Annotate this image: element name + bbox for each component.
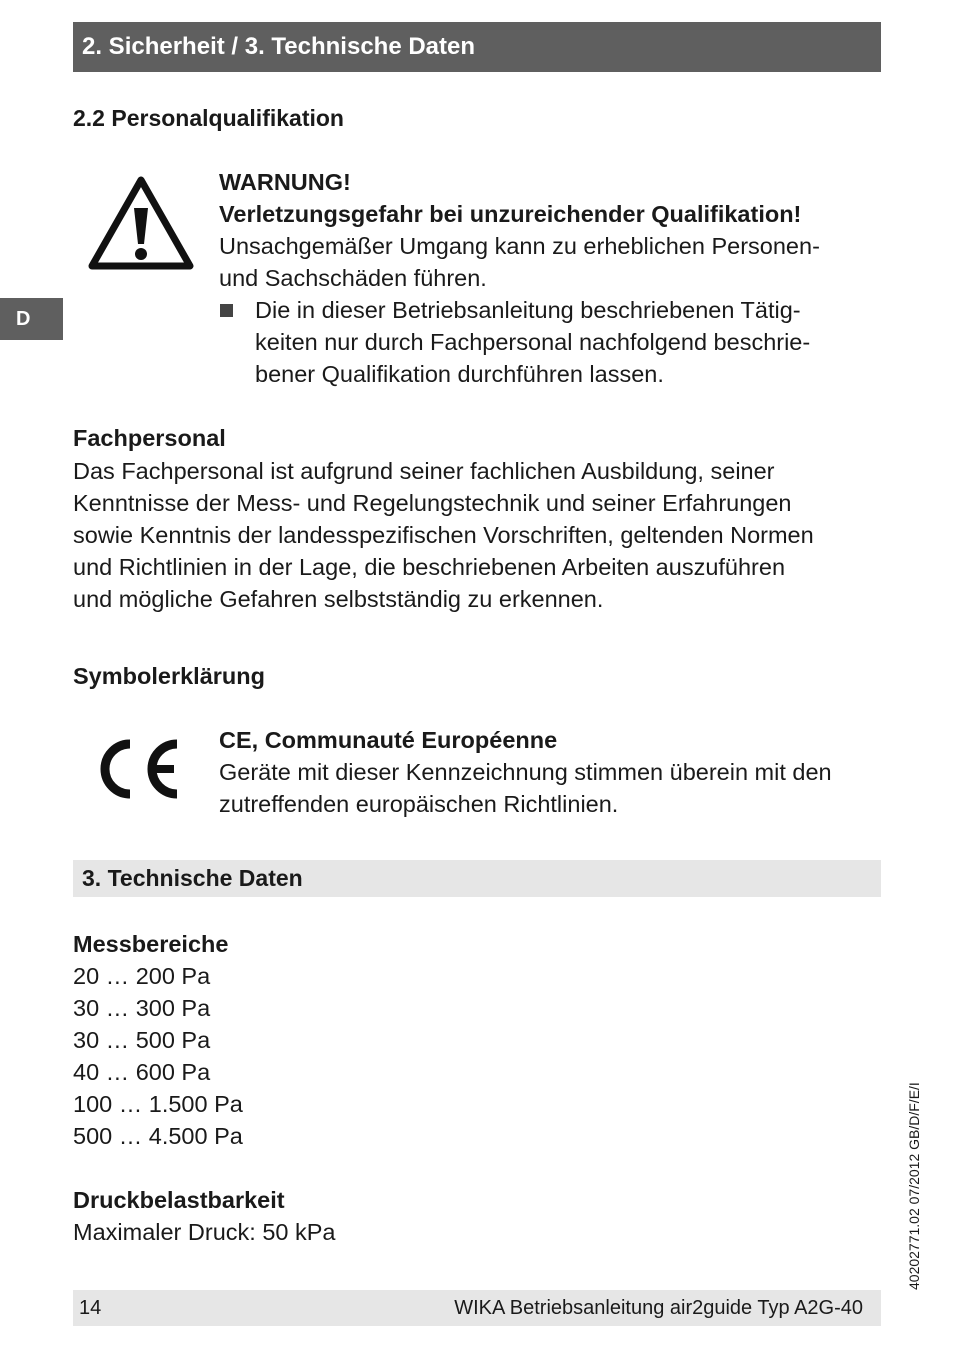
language-tab: D: [0, 298, 63, 340]
druckbelastbarkeit-heading: Druckbelastbarkeit: [73, 1187, 285, 1213]
ce-mark-icon: [92, 734, 184, 804]
messbereiche-list: [73, 960, 243, 1152]
warning-bullet-line: keiten nur durch Fachpersonal nachfolgend beschrie-: [255, 329, 811, 355]
fachpersonal-line: Kenntnisse der Mess- und Regelungstechnik und seiner Erfahrungen: [73, 490, 792, 516]
fachpersonal-line: sowie Kenntnis der landesspezifischen Vorschriften, geltenden Normen: [73, 522, 814, 548]
list-item: 500 … 4.500 Pa: [73, 1123, 243, 1149]
list-item: 30 … 500 Pa: [73, 1027, 211, 1053]
bullet-square-icon: [220, 304, 233, 317]
list-item: 20 … 200 Pa: [73, 963, 211, 989]
list-item: 30 … 300 Pa: [73, 995, 211, 1021]
page-header: 2. Sicherheit / 3. Technische Daten: [73, 22, 881, 72]
section-title-technische-daten: 3. Technische Daten: [73, 860, 881, 897]
document-code: 40202771.02 07/2012 GB/D/F/E/I: [906, 1082, 922, 1290]
messbereiche-heading: Messbereiche: [73, 931, 229, 957]
warning-bullet-line: bener Qualifikation durchführen lassen.: [255, 361, 664, 387]
page-footer: [73, 1290, 881, 1326]
fachpersonal-line: und mögliche Gefahren selbstständig zu erkennen.: [73, 586, 604, 612]
ce-title: CE, Communauté Européenne: [219, 727, 558, 753]
warning-triangle-icon: [86, 174, 196, 272]
symbolerklaerung-heading: Symbolerklärung: [73, 663, 265, 689]
list-item: 100 … 1.500 Pa: [73, 1091, 243, 1117]
section-heading-personalqualifikation: 2.2 Personalqualifikation: [73, 105, 344, 131]
page-number: 14: [79, 1297, 102, 1319]
druckbelastbarkeit-text: Maximaler Druck: 50 kPa: [73, 1219, 336, 1245]
ce-text-line: Geräte mit dieser Kennzeichnung stimmen überein mit den: [219, 759, 832, 785]
warning-title: WARNUNG!: [219, 169, 351, 195]
warning-text-line: und Sachschäden führen.: [219, 265, 487, 291]
list-item: 40 … 600 Pa: [73, 1059, 211, 1085]
fachpersonal-line: Das Fachpersonal ist aufgrund seiner fachlichen Ausbildung, seiner: [73, 458, 775, 484]
ce-text-line: zutreffenden europäischen Richtlinien.: [219, 791, 619, 817]
warning-subtitle: Verletzungsgefahr bei unzureichender Qualifikation!: [219, 201, 802, 227]
fachpersonal-line: und Richtlinien in der Lage, die beschriebenen Arbeiten auszuführen: [73, 554, 786, 580]
warning-bullet-line: Die in dieser Betriebsanleitung beschriebenen Tätig-: [255, 297, 801, 323]
warning-text-line: Unsachgemäßer Umgang kann zu erheblichen Personen-: [219, 233, 820, 259]
fachpersonal-heading: Fachpersonal: [73, 425, 226, 451]
footer-title: WIKA Betriebsanleitung air2guide Typ A2G-40: [454, 1297, 863, 1319]
